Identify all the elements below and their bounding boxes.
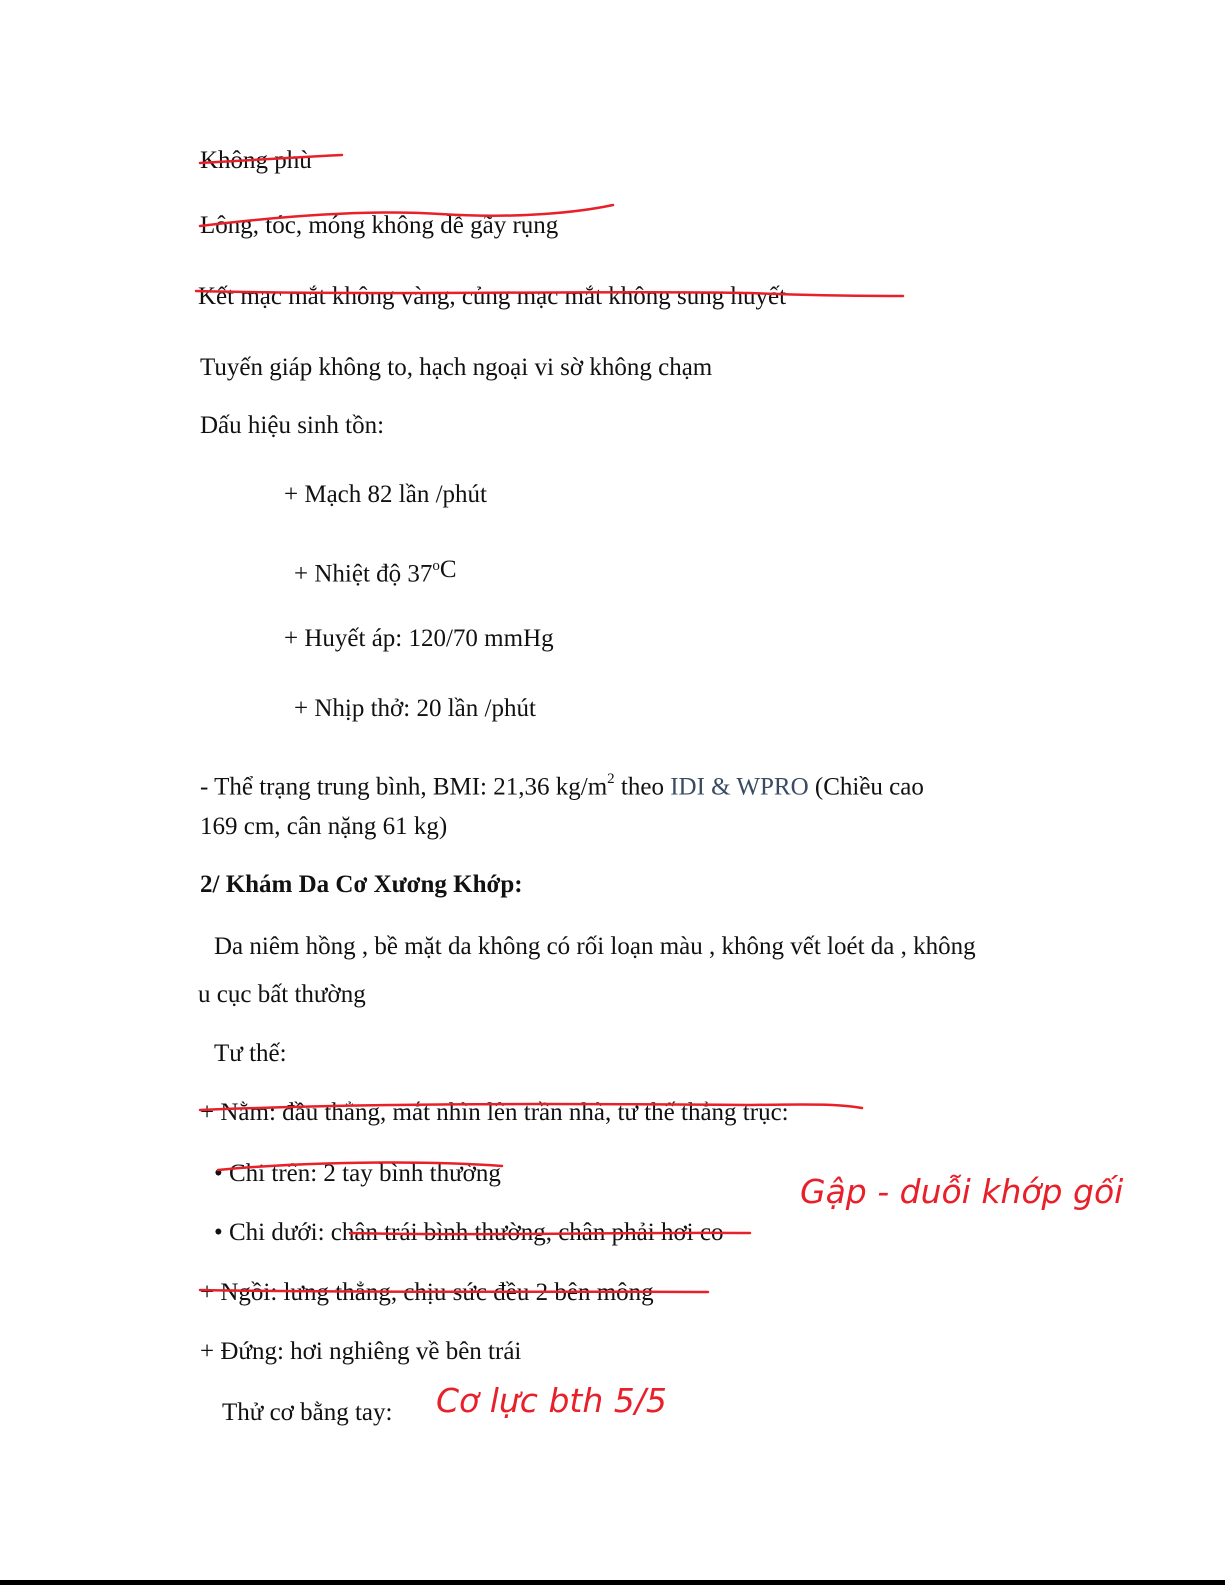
line-tuyen-giap: Tuyến giáp không to, hạch ngoại vi sờ không chạm <box>200 354 713 381</box>
idi-wpro-text: IDI & WPRO <box>670 773 809 801</box>
line-can-nang: 169 cm, cân nặng 61 kg) <box>200 813 448 840</box>
line-ket-mac: Kết mạc mắt không vàng, củng mạc mắt không sung huyết <box>198 283 787 310</box>
chi-duoi-label: • Chi dưới: <box>214 1219 331 1246</box>
handwritten-note-co-luc: Cơ lực bth 5/5 <box>436 1381 667 1420</box>
line-khong-phu: Không phù <box>200 147 312 174</box>
chieu-cao-text: (Chiều cao <box>808 773 924 801</box>
line-the-trang <box>200 766 924 802</box>
chi-duoi-tail: co <box>693 1219 724 1246</box>
degree-sup: o <box>432 558 440 574</box>
line-dung: + Đứng: hơi nghiêng về bên trái <box>200 1338 522 1365</box>
line-dau-hieu: Dấu hiệu sinh tồn: <box>200 412 385 439</box>
vital-temperature <box>294 553 457 589</box>
chi-duoi-struck: chân trái bình thường, chân phải hơi <box>330 1219 694 1246</box>
handwritten-note-gap-duoi: Gập - duỗi khớp gối <box>800 1172 1124 1211</box>
line-chi-duoi <box>214 1218 723 1248</box>
line-nam: + Nằm: đầu thẳng, mắt nhìn lên trần nhà, tư thế thẳng trục: <box>200 1099 789 1126</box>
line-thu-co: Thử cơ bằng tay: <box>222 1399 393 1426</box>
temperature-unit: C <box>439 556 457 584</box>
section-heading: 2/ Khám Da Cơ Xương Khớp: <box>200 871 523 898</box>
vital-respiration: + Nhịp thở: 20 lần /phút <box>294 695 536 722</box>
line-ngoi: + Ngồi: lưng thẳng, chịu sức đều 2 bên mông <box>200 1279 654 1306</box>
vital-pulse: + Mạch 82 lần /phút <box>284 481 487 508</box>
line-da-niem-1: Da niêm hồng , bề mặt da không có rối loạn màu , không vết loét da , không <box>214 933 976 960</box>
page-bottom-border <box>0 1580 1225 1585</box>
vital-blood-pressure: + Huyết áp: 120/70 mmHg <box>284 625 554 652</box>
temperature-text: + Nhiệt độ 37 <box>294 560 433 588</box>
bmi-unit-sup: 2 <box>607 771 615 787</box>
line-chi-tren: • Chi trên: 2 tay bình thường <box>214 1160 501 1187</box>
line-long-toc: Lông, tóc, móng không dễ gãy rụng <box>200 212 559 239</box>
theo-text: theo <box>614 773 671 801</box>
line-tu-the: Tư thế: <box>214 1040 287 1067</box>
line-da-niem-2: u cục bất thường <box>198 981 366 1008</box>
the-trang-text: - Thể trạng trung bình, BMI: 21,36 kg/m <box>200 773 608 801</box>
